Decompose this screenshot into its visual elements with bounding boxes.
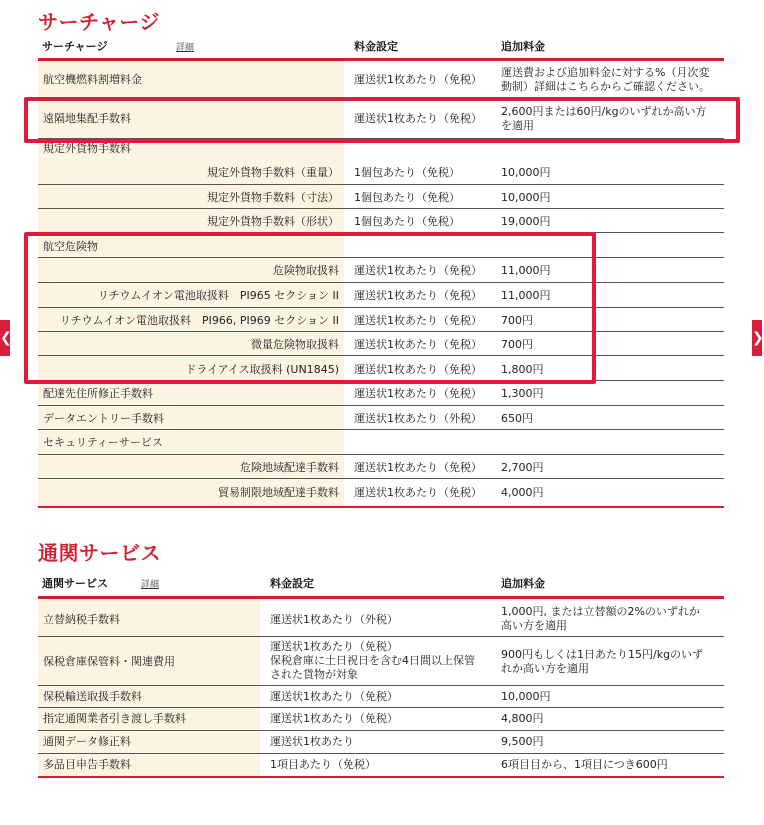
row-fee: 運送状1枚あたり（免税） [354, 112, 482, 125]
row-name: 保税輸送取扱手数料 [43, 690, 142, 703]
row-fee: 1個包あたり（免税） [354, 166, 460, 179]
row-amount-line1: 運送費および追加料金に対する%（月次変 [501, 66, 710, 79]
row-name: 保税倉庫保管料・関連費用 [43, 655, 175, 668]
row-name: 危険地域配達手数料 [240, 461, 339, 474]
row-amount: 1,800円 [501, 363, 544, 376]
row-name: 遠隔地集配手数料 [43, 112, 131, 125]
row-amount: 6項目目から、1項目につき600円 [501, 758, 668, 771]
row-amount: 10,000円 [501, 166, 551, 179]
row-fee-line2: 保税倉庫に土日祝日を含む4日間以上保管 [270, 654, 475, 667]
row-amount: 4,800円 [501, 712, 544, 725]
row-name: リチウムイオン電池取扱料 PI966, PI969 セクション II [59, 314, 339, 327]
table-row [38, 61, 724, 99]
row-name: 危険物取扱料 [273, 264, 339, 277]
customs-header-amount: 追加料金 [501, 577, 545, 590]
row-name: リチウムイオン電池取扱料 PI965 セクション II [97, 289, 339, 302]
row-fee: 1個包あたり（免税） [354, 215, 460, 228]
row-amount: 1,300円 [501, 387, 544, 400]
row-amount-line2: れか高い方を適用 [501, 662, 589, 675]
row-fee: 1個包あたり（免税） [354, 191, 460, 204]
row-amount-line1: 1,000円, または立替額の2%のいずれか [501, 605, 700, 618]
row-amount: 19,000円 [501, 215, 551, 228]
row-separator [38, 707, 724, 708]
row-fee: 運送状1枚あたり（免税） [354, 486, 482, 499]
row-amount: 700円 [501, 314, 533, 327]
row-amount: 9,500円 [501, 735, 544, 748]
surcharge-header-amount: 追加料金 [501, 40, 545, 53]
row-amount: 650円 [501, 412, 533, 425]
surcharge-detail-link[interactable]: 詳細 [176, 43, 195, 53]
row-amount-line1: 900円もしくは1日あたり15円/kgのいず [501, 648, 704, 661]
row-name: 規定外貨物手数料（寸法） [207, 191, 339, 204]
row-fee: 運送状1枚あたり（免税） [354, 363, 482, 376]
row-name: ドライアイス取扱料 (UN1845) [185, 363, 339, 376]
surcharge-title: サーチャージ [38, 10, 160, 34]
group-heading: 航空危険物 [43, 240, 98, 253]
next-arrow-icon[interactable]: ❯ [752, 320, 762, 356]
row-name: 通関データ修正料 [43, 735, 131, 748]
row-name: 配達先住所修正手数料 [43, 387, 153, 400]
row-name: 指定通関業者引き渡し手数料 [43, 712, 186, 725]
row-fee: 運送状1枚あたり（外税） [354, 412, 482, 425]
row-separator [38, 184, 724, 185]
row-fee: 運送状1枚あたり [270, 735, 354, 748]
row-separator [38, 208, 724, 209]
row-fee: 運送状1枚あたり（免税） [354, 387, 482, 400]
row-amount: 700円 [501, 338, 533, 351]
row-fee: 運送状1枚あたり（免税） [270, 690, 398, 703]
row-separator [38, 454, 724, 455]
row-amount: 2,700円 [501, 461, 544, 474]
row-name: 多品目申告手数料 [43, 758, 131, 771]
row-separator [38, 685, 724, 686]
prev-arrow-icon[interactable]: ❮ [0, 320, 10, 356]
row-fee: 運送状1枚あたり（免税） [354, 73, 482, 86]
row-fee: 運送状1枚あたり（免税） [354, 461, 482, 474]
row-amount-line1: 2,600円または60円/kgのいずれか高い方 [501, 105, 707, 118]
surcharge-header-fee: 料金設定 [354, 40, 398, 53]
row-name: 規定外貨物手数料（形状） [207, 215, 339, 228]
customs-detail-link[interactable]: 詳細 [141, 580, 160, 590]
row-amount-line2: を適用 [501, 119, 534, 132]
row-fee: 運送状1枚あたり（免税） [270, 712, 398, 725]
row-fee-line3: された貨物が対象 [270, 668, 358, 681]
row-amount-line2: 動制）詳細はこちらからご確認ください。 [501, 80, 710, 93]
row-amount: 10,000円 [501, 191, 551, 204]
row-separator [38, 753, 724, 754]
row-fee: 運送状1枚あたり（免税） [354, 338, 482, 351]
row-separator [38, 429, 724, 430]
surcharge-bottom-rule [38, 506, 724, 508]
row-amount: 11,000円 [501, 264, 551, 277]
customs-bottom-rule [38, 776, 724, 778]
row-fee: 運送状1枚あたり（外税） [270, 613, 398, 626]
highlight-box-dangerous-goods [24, 232, 596, 384]
row-name: 規定外貨物手数料（重量） [207, 166, 339, 179]
row-separator [38, 405, 724, 406]
row-name: 貿易制限地域配達手数料 [218, 486, 339, 499]
group-heading: 規定外貨物手数料 [43, 142, 131, 155]
customs-header-name: 通関サービス [42, 577, 108, 590]
surcharge-header-name: サーチャージ [42, 40, 108, 53]
row-fee: 1項目あたり（免税） [270, 758, 376, 771]
customs-header-fee: 料金設定 [270, 577, 314, 590]
row-separator [38, 730, 724, 731]
row-separator [38, 636, 724, 637]
row-fee: 運送状1枚あたり（免税） [354, 314, 482, 327]
row-fee: 運送状1枚あたり（免税） [354, 264, 482, 277]
row-name: 微量危険物取扱料 [251, 338, 339, 351]
row-fee-line1: 運送状1枚あたり（免税） [270, 640, 398, 653]
group-heading: セキュリティーサービス [43, 436, 163, 449]
row-name: データエントリー手数料 [43, 412, 164, 425]
row-amount-line2: 高い方を適用 [501, 619, 567, 632]
row-amount: 10,000円 [501, 690, 551, 703]
row-separator [38, 478, 724, 479]
customs-title: 通関サービス [38, 541, 161, 565]
row-amount: 4,000円 [501, 486, 544, 499]
row-name: 立替納税手数料 [43, 613, 120, 626]
row-fee: 運送状1枚あたり（免税） [354, 289, 482, 302]
row-name: 航空機燃料割増料金 [43, 73, 142, 86]
highlight-box-remote-area [24, 97, 740, 143]
row-amount: 11,000円 [501, 289, 551, 302]
